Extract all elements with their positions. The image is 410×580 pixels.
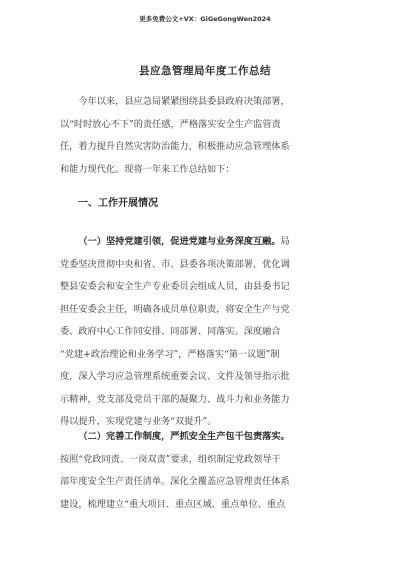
- paragraph-line: 担任安委会主任，明确各成员单位职责，将安全生产与党: [60, 303, 290, 315]
- intro-line: 以“时时放心不下”的责任感，严格落实安全生产监管责: [60, 118, 281, 130]
- paragraph-line: 党委坚决贯彻中央和省、市、县委各项决策部署，优化调: [60, 258, 290, 270]
- paragraph-line: 建设，梳理建立“重大项目、重点区域、重点单位、重点: [60, 498, 286, 510]
- subsection-1-heading: （一）坚持党建引领，促进党建与业务深度互融。: [78, 236, 281, 247]
- document-title: 县应急管理局年度工作总结: [139, 65, 271, 77]
- watermark-text: 更多免费公文+VX：GiGeGongWen2024: [139, 15, 271, 23]
- intro-line: 今年以来，县应急局紧紧围绕县委县政府决策部署，: [78, 96, 290, 107]
- subsection-2-paragraph: [60, 426, 350, 516]
- subsection-1-first-line: [60, 231, 350, 254]
- paragraph-line: 整县安委会和安全生产专业委员会组成人员，由县委书记: [60, 281, 290, 292]
- intro-line: 任，着力提升自然灾害防治能力，积极推动应急管理体系: [60, 141, 290, 152]
- intro-line: 和能力现代化。现将一年来工作总结如下：: [60, 163, 235, 175]
- paragraph-line: 得以提升，实现党建与业务“双提升”。: [60, 416, 217, 427]
- paragraph-line: 委、政府中心工作同安排、同部署、同落实。深度融合: [60, 326, 281, 337]
- paragraph-line: 度，深入学习应急管理系统重要会议、文件及领导指示批: [60, 371, 290, 382]
- paragraph-line: 按照“党政同责、一岗双责”要求，组织制定党政领导干: [60, 453, 281, 465]
- subsection-2-first-line: [60, 426, 350, 449]
- section-heading: 一、工作开展情况: [78, 198, 158, 209]
- paragraph-line: “党建+政治理论和业务学习”，严格落实“第一议题”制: [60, 348, 280, 360]
- paragraph-line: 示精神，党支部及党员干部的凝聚力、战斗力和业务能力: [60, 393, 290, 405]
- paragraph-line: 部年度安全生产责任清单。深化全覆盖应急管理责任体系: [60, 476, 290, 487]
- subsection-1-paragraph: [60, 231, 350, 434]
- intro-paragraph: [60, 91, 350, 181]
- subsection-1-lead-tail: 局: [280, 236, 290, 247]
- subsection-2-heading: （二）完善工作制度，严抓安全生产包干包责落实。: [78, 431, 290, 442]
